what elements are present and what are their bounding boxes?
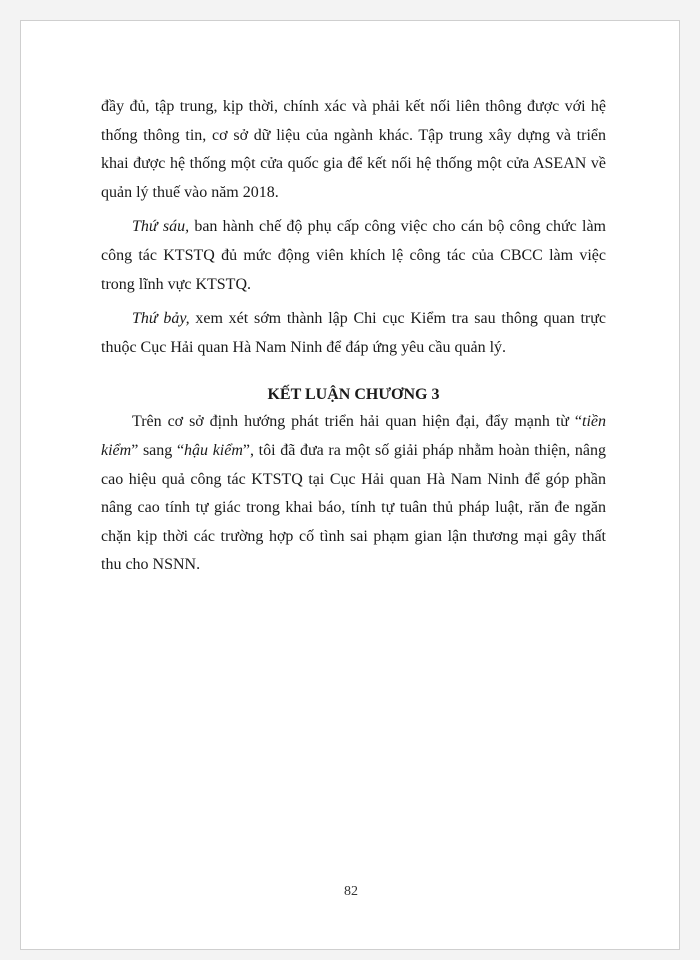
paragraph-text: ban hành chế độ phụ cấp công việc cho cán bộ công chức làm công tác KTSTQ đủ mức động viên khích lệ công tác của CBCC làm việc trong lĩnh vực KTSTQ.	[101, 218, 606, 293]
paragraph-continuation	[101, 93, 606, 207]
paragraph-text: đầy đủ, tập trung, kịp thời, chính xác và phải kết nối liên thông được với hệ thống thông tin, cơ sở dữ liệu của ngành khác. Tập trung xây dựng và triển khai được hệ thống một cửa quốc gia để kết nối hệ thống một cửa ASEAN về quản lý thuế vào năm 2018.	[101, 98, 606, 201]
page-content	[101, 93, 606, 586]
conclusion-text-2: ” sang “	[131, 441, 185, 459]
conclusion-text-3: ”, tôi đã đưa ra một số giải pháp nhằm hoàn thiện, nâng cao hiệu quả công tác KTSTQ tại Cục Hải quan Hà Nam Ninh để góp phần nâng cao tính tự giác trong khai báo, tính tự tuân thủ pháp luật, răn đe ngăn chặn kịp thời các trường hợp cố tình sai phạm gian lận thương mại gây thất thu cho NSNN.	[101, 441, 607, 574]
paragraph-thu-sau	[101, 213, 606, 299]
paragraph-text: xem xét sớm thành lập Chi cục Kiểm tra sau thông quan trực thuộc Cục Hải quan Hà Nam Ninh để đáp ứng yêu cầu quản lý.	[101, 310, 607, 356]
paragraph-lead: Thứ sáu,	[132, 218, 190, 236]
term-tien-kiem: tiền kiểm	[101, 413, 606, 459]
paragraph-conclusion	[101, 408, 606, 580]
paragraph-thu-bay	[101, 305, 606, 362]
page-number: 82	[344, 884, 358, 899]
section-heading: KẾT LUẬN CHƯƠNG 3	[267, 386, 440, 404]
document-page	[20, 20, 680, 950]
conclusion-text-1: Trên cơ sở định hướng phát triển hải quan hiện đại, đẩy mạnh từ “	[132, 413, 582, 431]
paragraph-lead: Thứ bảy,	[132, 310, 190, 328]
term-hau-kiem: hậu kiểm	[184, 441, 243, 459]
